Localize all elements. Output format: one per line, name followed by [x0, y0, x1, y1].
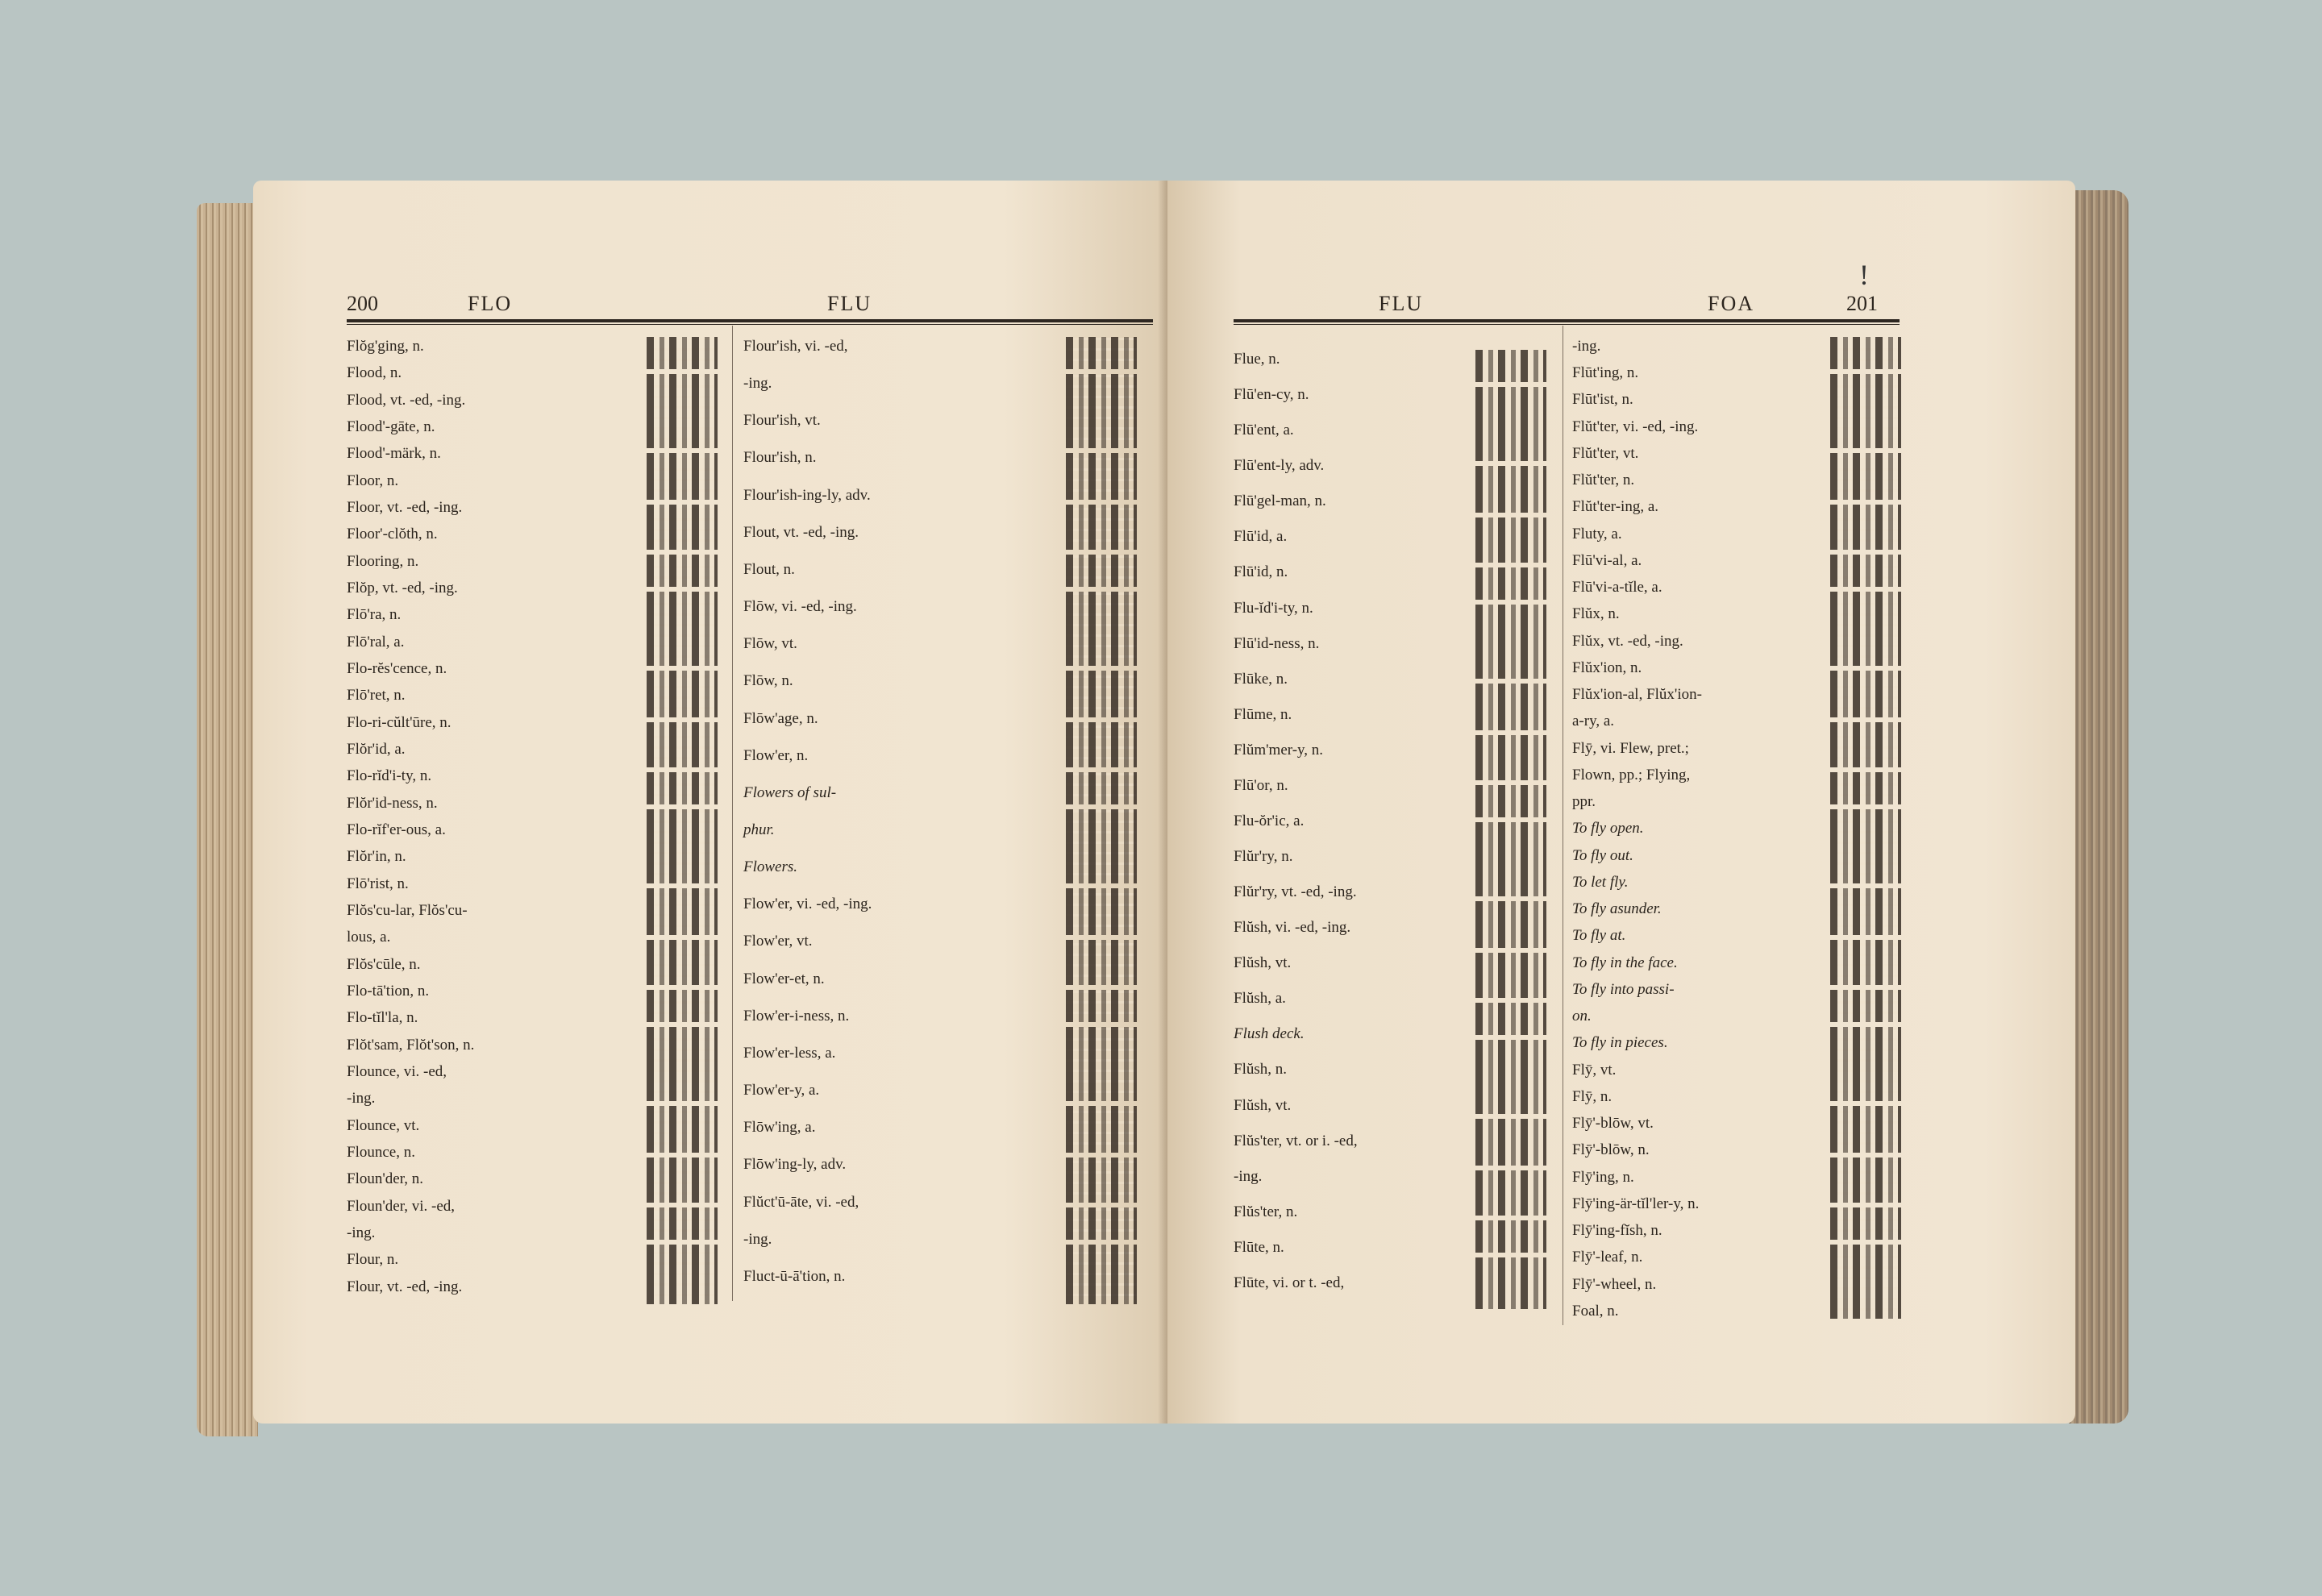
entry-column-1 [1234, 350, 1556, 1325]
dictionary-entry: Flōw'ing, a. [743, 1119, 816, 1136]
page-edges-right [2069, 190, 2128, 1424]
japanese-definition [1066, 671, 1137, 717]
entry-column-1 [347, 337, 726, 1312]
japanese-definition [1066, 772, 1137, 804]
dictionary-entry: Flū'gel-man, n. [1234, 493, 1326, 509]
dictionary-entry: Flū'ent-ly, adv. [1234, 457, 1325, 474]
japanese-definition [647, 888, 718, 935]
dictionary-entry: Flu-ĭd'i-ty, n. [1234, 600, 1313, 617]
japanese-definition [1830, 505, 1901, 550]
entry-column-2 [1572, 337, 1911, 1328]
japanese-definition [1475, 387, 1546, 461]
japanese-definition [1066, 1106, 1137, 1153]
japanese-definition [1066, 888, 1137, 935]
dictionary-entry: Flȳ, vt. [1572, 1062, 1617, 1079]
dictionary-entry: Flūt'ist, n. [1572, 391, 1633, 408]
dictionary-entry: To fly open. [1572, 820, 1644, 837]
dictionary-entry: Flūt'ing, n. [1572, 364, 1639, 381]
japanese-definition [1066, 990, 1137, 1022]
dictionary-entry: Flū'id-ness, n. [1234, 635, 1320, 652]
dictionary-entry: To fly in the face. [1572, 954, 1678, 971]
dictionary-entry: Flour'ish-ing-ly, adv. [743, 487, 871, 504]
dictionary-entry: Flō'ret, n. [347, 687, 406, 704]
header-rule [1234, 319, 1900, 322]
dictionary-entry: Flounce, n. [347, 1144, 415, 1161]
dictionary-entry: Flȳ'-wheel, n. [1572, 1276, 1657, 1293]
dictionary-entry: Flo-rĭd'i-ty, n. [347, 767, 432, 784]
dictionary-entry: Flowers. [743, 858, 798, 875]
dictionary-entry: -ing. [347, 1224, 376, 1241]
right-page-header [1234, 292, 1900, 319]
dictionary-entry: To fly out. [1572, 847, 1633, 864]
japanese-definition [1066, 1207, 1137, 1240]
dictionary-entry: Flōw, vt. [743, 635, 797, 652]
japanese-definition [647, 374, 718, 448]
column-divider [732, 326, 733, 1301]
header-rule-thin [1234, 324, 1900, 325]
dictionary-entry: Flūme, n. [1234, 706, 1292, 723]
dictionary-entry: Flŏt'sam, Flŏt'son, n. [347, 1037, 475, 1054]
dictionary-entry: ppr. [1572, 793, 1596, 810]
dictionary-entry: Flȳ'-blōw, n. [1572, 1141, 1650, 1158]
japanese-definition [647, 1245, 718, 1304]
page-number: 200 [347, 292, 378, 315]
japanese-definition [1830, 809, 1901, 883]
japanese-definition [1830, 453, 1901, 500]
ink-mark: ! [1859, 259, 1869, 291]
dictionary-entry: Flo-tĭl'la, n. [347, 1009, 418, 1026]
dictionary-entry: Flū'id, a. [1234, 528, 1288, 545]
dictionary-entry: Flŭsh, a. [1234, 990, 1286, 1007]
dictionary-entry: Flŭx'ion, n. [1572, 659, 1642, 676]
japanese-definition [1475, 1040, 1546, 1114]
dictionary-entry: Flȳ'ing, n. [1572, 1169, 1634, 1186]
dictionary-entry: Flo-ri-cŭlt'ūre, n. [347, 714, 452, 731]
guide-word-right: FLU [827, 292, 872, 315]
dictionary-entry: a-ry, a. [1572, 713, 1615, 729]
left-page-header [347, 292, 1153, 319]
japanese-definition [1830, 1027, 1901, 1101]
dictionary-entry: Flood, vt. -ed, -ing. [347, 392, 466, 409]
japanese-definition [1830, 555, 1901, 587]
japanese-definition [1830, 990, 1901, 1022]
dictionary-entry: Flŏr'id, a. [347, 741, 406, 758]
guide-word-right: FOA [1708, 292, 1755, 315]
dictionary-entry: Floor, vt. -ed, -ing. [347, 499, 463, 516]
japanese-definition [1830, 1106, 1901, 1153]
header-rule [347, 319, 1153, 322]
dictionary-entry: Flōw'age, n. [743, 710, 818, 727]
dictionary-entry: Flūke, n. [1234, 671, 1288, 688]
dictionary-entry: Flŏs'cu-lar, Flŏs'cu- [347, 902, 468, 919]
dictionary-entry: To fly into passi- [1572, 981, 1675, 998]
dictionary-entry: Flŭsh, vi. -ed, -ing. [1234, 919, 1351, 936]
dictionary-entry: To fly at. [1572, 927, 1626, 944]
dictionary-entry: Fluct-ū-ā'tion, n. [743, 1268, 846, 1285]
left-page [253, 181, 1169, 1424]
dictionary-entry: Flour, n. [347, 1251, 399, 1268]
dictionary-entry: Flŭt'ter, vi. -ed, -ing. [1572, 418, 1699, 435]
dictionary-entry: Flood'-märk, n. [347, 445, 441, 462]
japanese-definition [647, 505, 718, 550]
dictionary-entry: Flour'ish, vi. -ed, [743, 338, 848, 355]
right-page [1167, 181, 2075, 1424]
dictionary-entry: Flu-ŏr'ic, a. [1234, 813, 1305, 829]
dictionary-entry: Flow'er-y, a. [743, 1082, 820, 1099]
japanese-definition [1066, 374, 1137, 448]
dictionary-entry: Flȳ, vi. Flew, pret.; [1572, 740, 1689, 757]
dictionary-entry: To let fly. [1572, 874, 1629, 891]
page-number: 201 [1846, 292, 1878, 315]
japanese-definition [1475, 466, 1546, 513]
japanese-definition [647, 772, 718, 804]
dictionary-entry: To fly asunder. [1572, 900, 1662, 917]
dictionary-entry: Flŭt'ter, vt. [1572, 445, 1639, 462]
guide-word-left: FLO [468, 292, 513, 315]
japanese-definition [1066, 505, 1137, 550]
dictionary-entry: Flŭt'ter, n. [1572, 472, 1635, 488]
dictionary-entry: Flȳ'ing-fĭsh, n. [1572, 1222, 1662, 1239]
dictionary-entry: To fly in pieces. [1572, 1034, 1668, 1051]
dictionary-entry: Flȳ'ing-är-tĭl'ler-y, n. [1572, 1195, 1700, 1212]
japanese-definition [647, 592, 718, 666]
japanese-definition [1475, 1220, 1546, 1253]
dictionary-entry: Flŭm'mer-y, n. [1234, 742, 1324, 759]
dictionary-entry: Flounce, vt. [347, 1117, 420, 1134]
entry-column-2 [743, 337, 1146, 1312]
japanese-definition [1830, 1245, 1901, 1319]
japanese-definition [1475, 822, 1546, 896]
japanese-definition [1830, 1207, 1901, 1240]
dictionary-entry: Flŭsh, n. [1234, 1061, 1287, 1078]
japanese-definition [1475, 953, 1546, 998]
japanese-definition [1475, 605, 1546, 679]
dictionary-entry: Flō'rist, n. [347, 875, 409, 892]
dictionary-entry: Floun'der, n. [347, 1170, 424, 1187]
japanese-definition [647, 1027, 718, 1101]
japanese-definition [1066, 1027, 1137, 1101]
japanese-definition [1066, 592, 1137, 666]
dictionary-entry: Flōw, vi. -ed, -ing. [743, 598, 857, 615]
dictionary-entry: Flȳ'-blōw, vt. [1572, 1115, 1654, 1132]
japanese-definition [1066, 555, 1137, 587]
dictionary-entry: Flounce, vi. -ed, [347, 1063, 447, 1080]
japanese-definition [1475, 1170, 1546, 1216]
dictionary-entry: Flŭx, vt. -ed, -ing. [1572, 633, 1683, 650]
japanese-definition [1475, 684, 1546, 730]
dictionary-entry: Flow'er, vi. -ed, -ing. [743, 896, 872, 912]
guide-word-left: FLU [1379, 292, 1424, 315]
header-rule-thin [347, 324, 1153, 325]
dictionary-entry: Flŏs'cūle, n. [347, 956, 421, 973]
japanese-definition [1475, 1257, 1546, 1309]
dictionary-entry: Flown, pp.; Flying, [1572, 767, 1691, 783]
japanese-definition [1475, 350, 1546, 382]
dictionary-entry: Flŭsh, vt. [1234, 954, 1292, 971]
japanese-definition [647, 1158, 718, 1203]
japanese-definition [647, 1106, 718, 1153]
dictionary-entry: Flū'id, n. [1234, 563, 1288, 580]
japanese-definition [1830, 888, 1901, 935]
dictionary-entry: Flŏr'in, n. [347, 848, 406, 865]
dictionary-entry: Flŭs'ter, vt. or i. -ed, [1234, 1133, 1358, 1149]
japanese-definition [647, 990, 718, 1022]
japanese-definition [1475, 1119, 1546, 1166]
dictionary-entry: on. [1572, 1008, 1592, 1025]
dictionary-entry: Flū'vi-al, a. [1572, 552, 1642, 569]
dictionary-entry: -ing. [743, 375, 772, 392]
japanese-definition [647, 671, 718, 717]
japanese-definition [1830, 1158, 1901, 1203]
dictionary-entry: Flōw'ing-ly, adv. [743, 1156, 847, 1173]
dictionary-entry: Flū'ent, a. [1234, 422, 1294, 438]
japanese-definition [1830, 722, 1901, 767]
japanese-definition [647, 555, 718, 587]
dictionary-entry: Flū'vi-a-tĭle, a. [1572, 579, 1662, 596]
dictionary-entry: Flow'er-et, n. [743, 970, 825, 987]
japanese-definition [1475, 517, 1546, 563]
dictionary-entry: Flout, n. [743, 561, 795, 578]
japanese-definition [1830, 337, 1901, 369]
japanese-definition [1066, 337, 1137, 369]
dictionary-entry: Flo-rĭf'er-ous, a. [347, 821, 446, 838]
japanese-definition [1066, 1245, 1137, 1304]
dictionary-entry: Flood, n. [347, 364, 402, 381]
dictionary-entry: Flūte, vi. or t. -ed, [1234, 1274, 1345, 1291]
dictionary-entry: Flŭct'ū-āte, vi. -ed, [743, 1194, 859, 1211]
dictionary-entry: Fluty, a. [1572, 526, 1622, 542]
dictionary-entry: -ing. [347, 1090, 376, 1107]
dictionary-entry: Flūte, n. [1234, 1239, 1284, 1256]
japanese-definition [647, 722, 718, 767]
dictionary-entry: Floor'-clŏth, n. [347, 526, 438, 542]
dictionary-entry: Flŏp, vt. -ed, -ing. [347, 580, 458, 596]
japanese-definition [1830, 374, 1901, 448]
dictionary-entry: Foal, n. [1572, 1303, 1619, 1320]
japanese-definition [1066, 722, 1137, 767]
dictionary-entry: Flōw, n. [743, 672, 793, 689]
dictionary-entry: Flō'ral, a. [347, 634, 405, 650]
japanese-definition [647, 453, 718, 500]
japanese-definition [1830, 772, 1901, 804]
japanese-definition [647, 1207, 718, 1240]
dictionary-entry: -ing. [1234, 1168, 1263, 1185]
dictionary-entry: Flȳ'-leaf, n. [1572, 1249, 1643, 1266]
dictionary-entry: Flū'en-cy, n. [1234, 386, 1309, 403]
dictionary-entry: Flush deck. [1234, 1025, 1305, 1042]
dictionary-entry: lous, a. [347, 929, 391, 946]
dictionary-entry: Flŭx'ion-al, Flŭx'ion- [1572, 686, 1702, 703]
dictionary-entry: Flō'ra, n. [347, 606, 402, 623]
japanese-definition [1475, 1003, 1546, 1035]
dictionary-entry: Flŏg'ging, n. [347, 338, 424, 355]
dictionary-entry: Flooring, n. [347, 553, 419, 570]
japanese-definition [647, 337, 718, 369]
japanese-definition [1830, 671, 1901, 717]
dictionary-entry: -ing. [1572, 338, 1601, 355]
dictionary-entry: Flow'er-less, a. [743, 1045, 836, 1062]
dictionary-entry: Flout, vt. -ed, -ing. [743, 524, 859, 541]
japanese-definition [1475, 567, 1546, 600]
dictionary-entry: Flŭt'ter-ing, a. [1572, 498, 1658, 515]
japanese-definition [1475, 735, 1546, 780]
dictionary-entry: Flŭr'ry, n. [1234, 848, 1293, 865]
japanese-definition [1475, 785, 1546, 817]
japanese-definition [1475, 901, 1546, 948]
dictionary-entry: Flour'ish, n. [743, 449, 817, 466]
japanese-definition [647, 940, 718, 985]
dictionary-entry: Flŏr'id-ness, n. [347, 795, 438, 812]
dictionary-entry: Flood'-gāte, n. [347, 418, 435, 435]
dictionary-entry: Flow'er, n. [743, 747, 809, 764]
dictionary-entry: -ing. [743, 1231, 772, 1248]
japanese-definition [1830, 592, 1901, 666]
dictionary-entry: Flow'er-i-ness, n. [743, 1008, 850, 1025]
dictionary-entry: Flow'er, vt. [743, 933, 813, 950]
page-edges-left [197, 203, 258, 1436]
dictionary-entry: Flū'or, n. [1234, 777, 1288, 794]
japanese-definition [1066, 940, 1137, 985]
dictionary-entry: Flo-rĕs'cence, n. [347, 660, 447, 677]
japanese-definition [1066, 809, 1137, 883]
dictionary-entry: Flour'ish, vt. [743, 412, 821, 429]
open-book [194, 177, 2128, 1435]
dictionary-entry: Flŭr'ry, vt. -ed, -ing. [1234, 883, 1357, 900]
dictionary-entry: Flŭx, n. [1572, 605, 1620, 622]
japanese-definition [647, 809, 718, 883]
dictionary-entry: Flowers of sul- [743, 784, 837, 801]
japanese-definition [1066, 453, 1137, 500]
dictionary-entry: Flue, n. [1234, 351, 1280, 368]
japanese-definition [1066, 1158, 1137, 1203]
japanese-definition [1830, 940, 1901, 985]
dictionary-entry: Floor, n. [347, 472, 399, 489]
dictionary-entry: Flŭsh, vt. [1234, 1097, 1292, 1114]
dictionary-entry: Flȳ, n. [1572, 1088, 1612, 1105]
dictionary-entry: Floun'der, vi. -ed, [347, 1198, 456, 1215]
dictionary-entry: Flour, vt. -ed, -ing. [347, 1278, 463, 1295]
dictionary-entry: phur. [743, 821, 775, 838]
dictionary-entry: Flo-tā'tion, n. [347, 983, 430, 1000]
dictionary-entry: Flŭs'ter, n. [1234, 1203, 1298, 1220]
